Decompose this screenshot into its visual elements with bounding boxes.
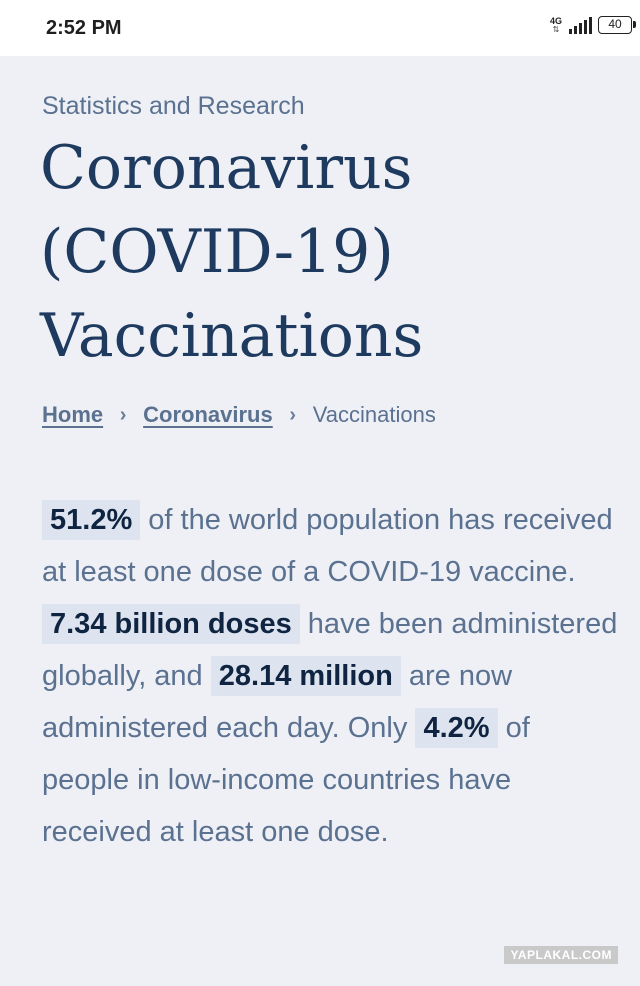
summary-text: are now administered each day. Only (42, 660, 513, 744)
chevron-right-icon: › (289, 403, 297, 426)
stat-world-share: 51.2% (42, 500, 140, 540)
breadcrumb-current: Vaccinations (312, 402, 436, 427)
watermark: YAPLAKAL.COM (504, 946, 618, 964)
breadcrumb-home-link[interactable]: Home (42, 402, 104, 427)
data-arrows-icon: ⇅ (552, 24, 560, 34)
network-indicator (549, 17, 563, 34)
stat-low-income-share: 4.2% (415, 708, 497, 748)
status-time: 2:52 PM (46, 17, 122, 39)
signal-strength-icon (569, 16, 592, 34)
breadcrumb-coronavirus-link[interactable]: Coronavirus (143, 402, 273, 427)
battery-icon (598, 16, 632, 34)
vaccination-summary (42, 494, 622, 858)
network-type: 4G (549, 15, 562, 26)
page-title (40, 126, 620, 378)
summary-text: of the world population has received at least one dose of a COVID-19 vaccine. (42, 504, 613, 588)
status-icons (549, 16, 632, 34)
breadcrumb (42, 402, 436, 428)
status-bar (0, 0, 640, 56)
stat-doses-total: 7.34 billion doses (42, 604, 300, 644)
summary-text: of people in low-income countries have received at least one dose. (42, 712, 530, 848)
battery-level: 40 (608, 17, 622, 31)
stat-daily-doses: 28.14 million (211, 656, 401, 696)
title-line: Vaccinations (40, 301, 424, 371)
section-eyebrow: Statistics and Research (42, 92, 305, 120)
summary-text: have been administered globally, and (42, 608, 618, 692)
chevron-right-icon: › (119, 403, 127, 426)
title-line: (COVID-19) (40, 217, 394, 287)
title-line: Coronavirus (40, 133, 413, 203)
page-content (0, 56, 640, 986)
